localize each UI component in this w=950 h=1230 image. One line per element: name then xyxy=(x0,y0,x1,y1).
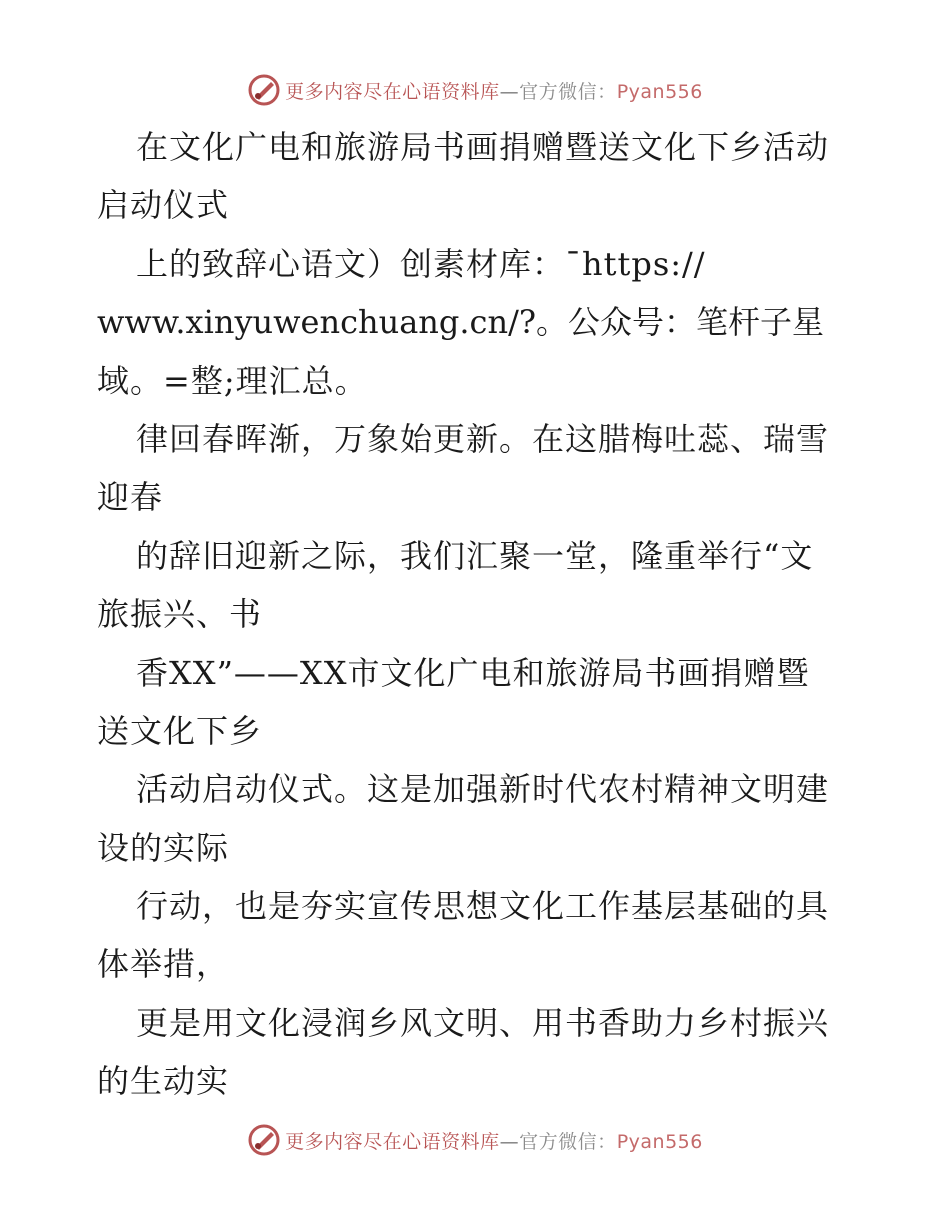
header-banner xyxy=(0,70,950,110)
text-line: 旅振兴、书 xyxy=(97,595,263,634)
text-line: 上的致辞心语文）创素材库：¯https:// xyxy=(136,244,706,283)
text-line: 的辞旧迎新之际，我们汇聚一堂，隆重举行“文 xyxy=(136,536,814,575)
text-line: 域。=整;理汇总。 xyxy=(97,361,368,400)
banner-brand: 更多内容尽在心语资料库 xyxy=(285,80,500,103)
footer-banner xyxy=(0,1120,950,1160)
banner-text xyxy=(285,1127,703,1154)
banner-dash: — xyxy=(499,1130,520,1153)
brush-seal-icon xyxy=(247,73,281,107)
text-line: 活动启动仪式。这是加强新时代农村精神文明建 xyxy=(136,770,830,809)
banner-text xyxy=(285,77,703,104)
text-line: 在文化广电和旅游局书画捐赠暨送文化下乡活动 xyxy=(136,128,830,166)
text-line: www.xinyuwenchuang.cn/?。公众号：笔杆子星 xyxy=(97,303,825,342)
banner-dash: — xyxy=(499,80,520,103)
text-line: 的生动实 xyxy=(97,1062,230,1101)
text-line: 迎春 xyxy=(97,478,164,517)
banner-brand: 更多内容尽在心语资料库 xyxy=(285,1130,500,1153)
text-line: 律回春晖渐，万象始更新。在这腊梅吐蕊、瑞雪 xyxy=(136,419,830,458)
text-line: 设的实际 xyxy=(97,828,230,867)
banner-account: Pyan556 xyxy=(616,80,703,103)
text-line: 体举措， xyxy=(97,945,230,984)
text-line: 行动，也是夯实宣传思想文化工作基层基础的具 xyxy=(136,887,830,926)
text-line: 更是用文化浸润乡风文明、用书香助力乡村振兴 xyxy=(136,1003,830,1042)
document-body xyxy=(97,118,857,1111)
banner-wechat-label: 官方微信： xyxy=(519,80,617,103)
text-line: 香XX”——XX市文化广电和旅游局书画捐赠暨 xyxy=(136,653,810,692)
banner-account: Pyan556 xyxy=(616,1130,703,1153)
text-line: 启动仪式 xyxy=(97,186,230,225)
text-line: 送文化下乡 xyxy=(97,711,263,750)
brush-seal-icon xyxy=(247,1123,281,1157)
banner-wechat-label: 官方微信： xyxy=(519,1130,617,1153)
